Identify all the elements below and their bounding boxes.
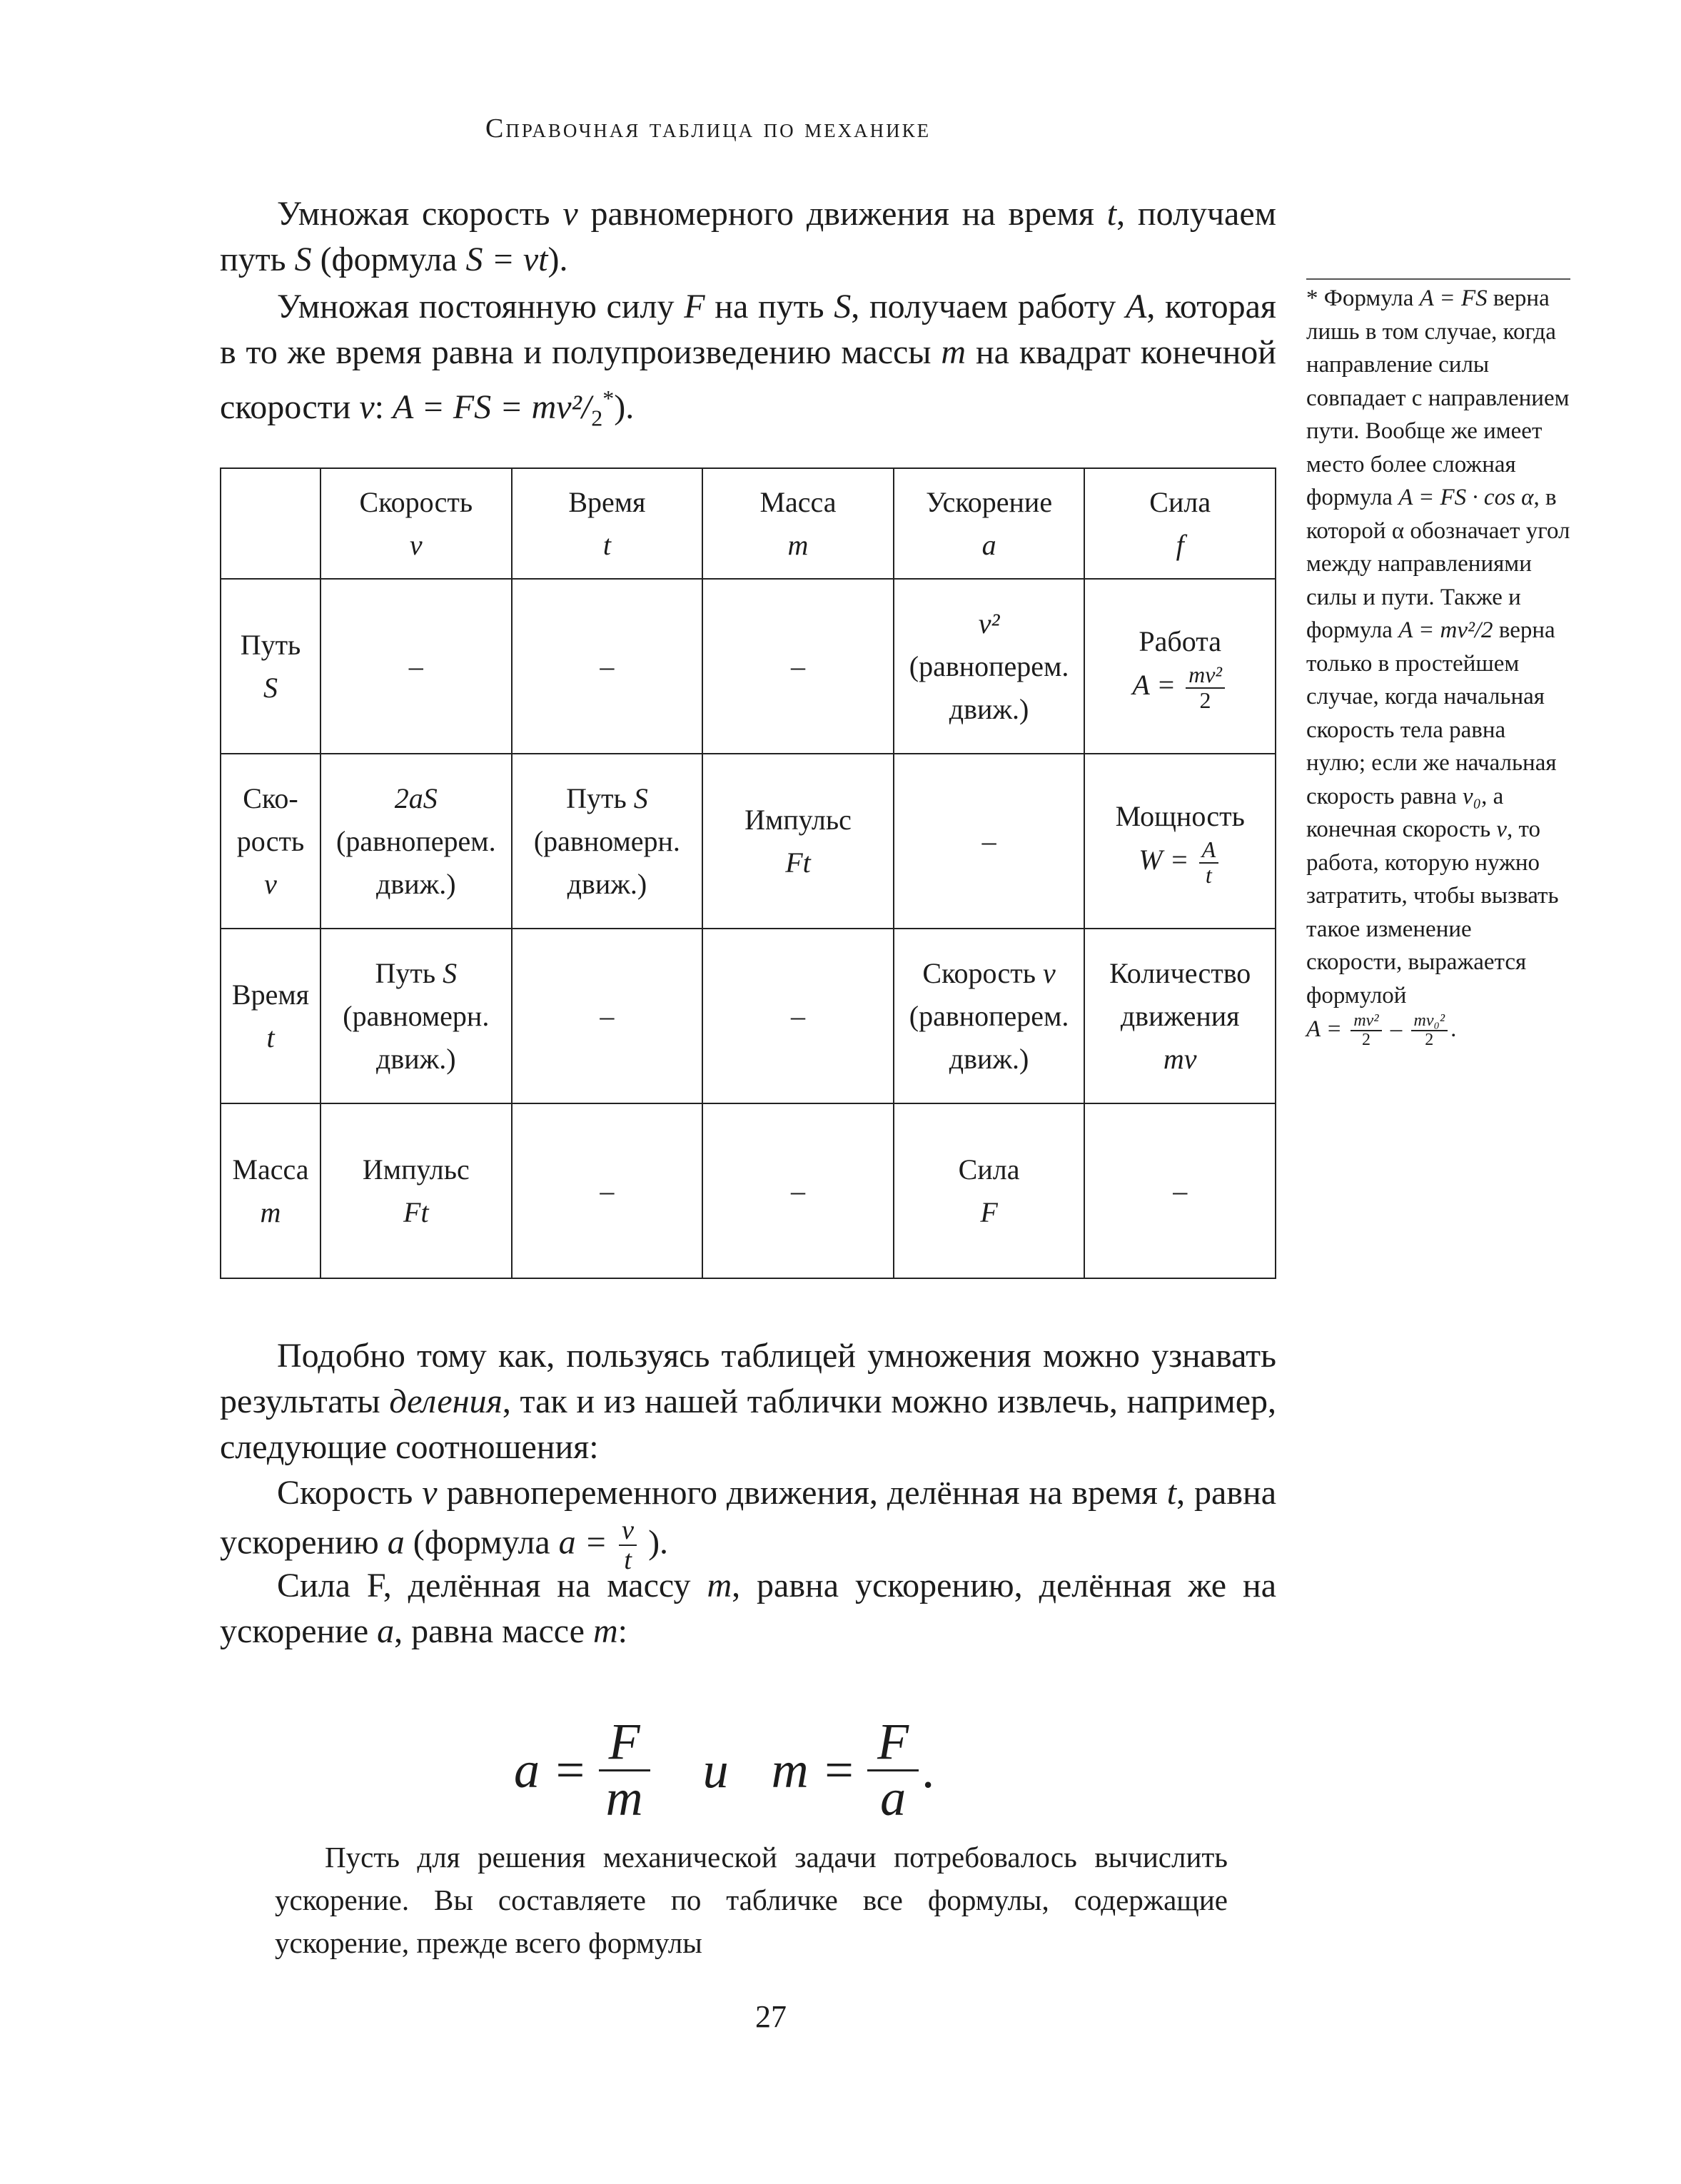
page-number: 27 [755, 1999, 787, 2034]
sidenote-fraction-2: $\frac{\text{mv₀²}}{2}$ [1411, 1012, 1448, 1049]
table-cell: Импульс Ft [702, 754, 894, 929]
table-cell: – [702, 929, 894, 1103]
row-header: Масса m [221, 1103, 320, 1278]
table-cell: Мощность W = $\frac{A}{t}$ [1084, 754, 1276, 929]
table-row [221, 929, 1276, 1103]
table-cell: – [1084, 1103, 1276, 1278]
intro-paragraph-2: Умножая постоянную силу F на путь S, получаем работу A, которая в то же время равна и полупроизведению массы m на квадрат конечной скорости v: A = FS = mv²/$_2^*$). [220, 288, 1277, 431]
table-cell: – [702, 579, 894, 754]
table-header-row [221, 468, 1276, 579]
column-header: Скорость v [320, 468, 512, 579]
mechanics-reference-table [220, 467, 1276, 1279]
body-paragraph-2: Скорость v равнопеременного движения, делённая на время t, равна ускорению a (формула a = $\frac{v}{t}$ ). [220, 1474, 1277, 1576]
column-header: Ускорение a [894, 468, 1085, 579]
table-cell: Импульс Ft [320, 1103, 512, 1278]
table-row [221, 1103, 1276, 1278]
table-cell: – [512, 579, 703, 754]
power-fraction: $\frac{A}{t}$ [1199, 838, 1219, 887]
acceleration-fraction: $\frac{v}{t}$ [619, 1516, 637, 1575]
table-cell: Количество движения mv [1084, 929, 1276, 1103]
formula-fraction-2: $\frac{F}{a}$ [867, 1715, 919, 1825]
body-paragraph-1: Подобно тому как, пользуясь таблицей умножения можно узнавать результаты деления, так и из нашей таблички можно извлечь, например, следующие соотношения: [220, 1337, 1276, 1466]
column-header: Время t [512, 468, 703, 579]
row-header: Ско- рость v [221, 754, 320, 929]
table-cell: – [702, 1103, 894, 1278]
table-cell: Путь S (равномерн. движ.) [320, 929, 512, 1103]
row-header: Путь S [221, 579, 320, 754]
table-cell: Сила F [894, 1103, 1085, 1278]
row-header: Время t [221, 929, 320, 1103]
table-cell: – [894, 754, 1085, 929]
table-cell: 2aS (равноперем. движ.) [320, 754, 512, 929]
work-fraction: $\frac{\text{mv²}}{2}$ [1186, 663, 1225, 712]
table-cell: v² (равноперем. движ.) [894, 579, 1085, 754]
table-cell: Работа A = $\frac{\text{mv²}}{2}$ [1084, 579, 1276, 754]
column-header: Сила f [1084, 468, 1276, 579]
table-cell: – [320, 579, 512, 754]
formula-fraction-1: $\frac{F}{m}$ [599, 1715, 650, 1825]
table-cell: – [512, 929, 703, 1103]
header-title: Справочная таблица по механике [485, 113, 932, 143]
closing-paragraph: Пусть для решения механической задачи потребовалось вычислить ускорение. Вы составляете по табличке все формулы, содержащие ускорение, прежде всего формулы [275, 1841, 1228, 1959]
column-header: Масса m [702, 468, 894, 579]
intro-paragraph-1: Умножая скорость v равномерного движения на время t, получаем путь S (формула S = vt). [220, 195, 1277, 278]
table-row [221, 579, 1276, 754]
running-header [485, 113, 1199, 144]
table-cell: Скорость v (равноперем. движ.) [894, 929, 1085, 1103]
table-cell: Путь S (равномерн. движ.) [512, 754, 703, 929]
sidenote-fraction-1: $\frac{\text{mv²}}{2}$ [1351, 1012, 1381, 1049]
table-corner-cell [221, 468, 320, 579]
table-row [221, 754, 1276, 929]
body-paragraph-3: Сила F, делённая на массу m, равна ускорению, делённая же на ускорение a, равна массе m: [220, 1567, 1276, 1650]
table-cell: – [512, 1103, 703, 1278]
display-formula: a = $\frac{F}{m}$ и m = $\frac{F}{a}$ . [514, 1712, 935, 1826]
sidenote-rule [1306, 278, 1570, 280]
sidenote: * Формула A = FS верна лишь в том случае, когда направление силы совпадает с направлением пути. Вообще же имеет место более сложная формула A = FS · cos α, в которой α обозначает угол между направлениями силы и пути. Также и формула A = mv²/2 верна только в простейшем случае, когда начальная скорость тела равна нулю; если же начальная скорость равна v₀, а конечная скорость v, то работа, которую нужно затратить, чтобы вызвать такое изменение скорости, выражается формулой A = $\frac{\text{mv²}}{2}$ – $\frac{\text{mv₀²}}{2}$ . [1306, 285, 1570, 1050]
